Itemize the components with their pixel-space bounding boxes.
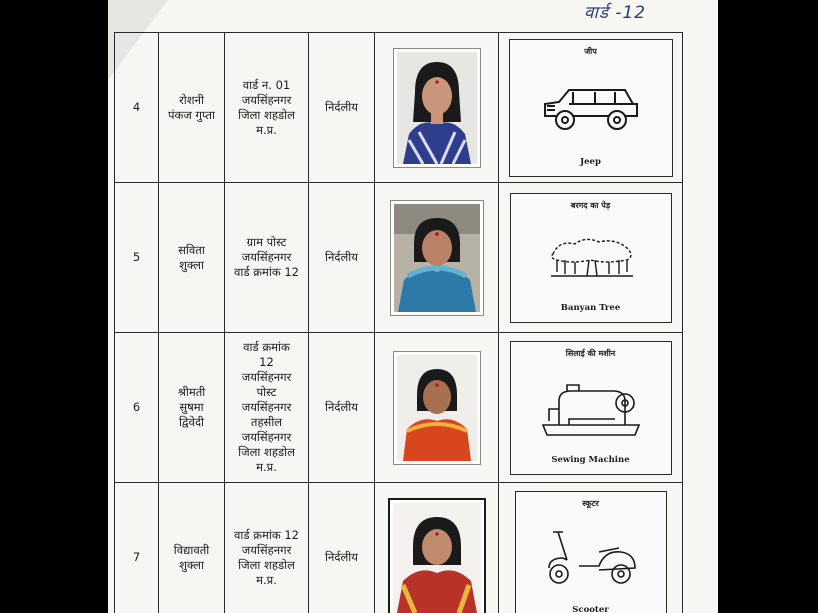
candidate-address: वार्ड क्रमांक 12 जयसिंहनगर पोस्ट जयसिंहनगर तहसील जयसिंहनगर जिला शहडोल म.प्र.: [225, 333, 309, 483]
table-row: [115, 183, 683, 333]
symbol-label-english: Sewing Machine: [551, 454, 630, 465]
symbol-cell: [499, 333, 683, 483]
woman-portrait-icon: [397, 52, 477, 164]
photo-cell: [375, 183, 499, 333]
candidate-address: ग्राम पोस्ट जयसिंहनगर वार्ड क्रमांक 12: [225, 183, 309, 333]
party-affiliation: निर्दलीय: [309, 33, 375, 183]
table-row: [115, 333, 683, 483]
candidate-table: [114, 32, 683, 613]
symbol-box: [510, 341, 672, 475]
serial-number: 7: [115, 483, 159, 613]
candidate-name: श्रीमती सुषमा द्विवेदी: [159, 333, 225, 483]
symbol-box: [510, 193, 672, 323]
party-affiliation: निर्दलीय: [309, 483, 375, 613]
candidate-photo: [393, 48, 481, 168]
candidate-address: वार्ड क्रमांक 12 जयसिंहनगर जिला शहडोल म.प्र.: [225, 483, 309, 613]
party-affiliation: निर्दलीय: [309, 333, 375, 483]
photo-cell: [375, 333, 499, 483]
table-row: [115, 33, 683, 183]
serial-number: 6: [115, 333, 159, 483]
symbol-box: [515, 491, 667, 613]
candidate-photo: [393, 351, 481, 465]
symbol-label-english: Jeep: [580, 156, 601, 167]
symbol-label-hindi: सिलाई की मशीन: [565, 348, 616, 358]
woman-portrait-icon: [397, 355, 477, 461]
symbol-label-hindi: जीप: [584, 46, 597, 56]
symbol-cell: [499, 483, 683, 613]
symbol-label-english: Scooter: [572, 604, 609, 613]
table-row: [115, 483, 683, 613]
banyan-tree-icon: [545, 236, 637, 280]
symbol-cell: [499, 183, 683, 333]
candidate-address: वार्ड न. 01 जयसिंहनगर जिला शहडोल म.प्र.: [225, 33, 309, 183]
photo-cell: [375, 483, 499, 613]
woman-portrait-icon: [394, 204, 480, 312]
ward-handwritten-note: वार्ड -12: [584, 3, 647, 23]
symbol-label-english: Banyan Tree: [560, 302, 621, 313]
woman-portrait-icon: [393, 503, 481, 613]
party-affiliation: निर्दलीय: [309, 183, 375, 333]
sewing-machine-icon: [539, 379, 643, 437]
jeep-icon: [539, 82, 643, 134]
candidate-name: रोशनी पंकज गुप्ता: [159, 33, 225, 183]
symbol-label-hindi: बरगद का पेड़: [570, 200, 611, 210]
photo-cell: [375, 33, 499, 183]
candidate-photo: [388, 498, 486, 613]
symbol-cell: [499, 33, 683, 183]
candidate-photo: [390, 200, 484, 316]
candidate-name: सविता शुक्ला: [159, 183, 225, 333]
symbol-box: [509, 39, 673, 177]
symbol-label-hindi: स्कूटर: [582, 498, 599, 508]
document-page: [108, 0, 718, 613]
scooter-icon: [539, 528, 643, 588]
serial-number: 5: [115, 183, 159, 333]
serial-number: 4: [115, 33, 159, 183]
candidate-name: विद्यावती शुक्ला: [159, 483, 225, 613]
